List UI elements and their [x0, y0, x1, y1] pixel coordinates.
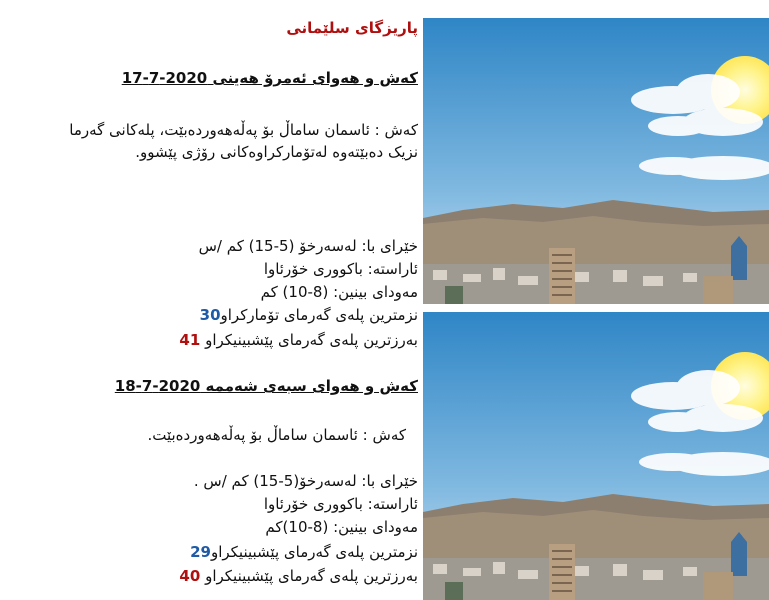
day1-min-label: نزمترین پلەی گەرمای تۆمارکراو: [220, 306, 418, 324]
day1-weather-line1: کەش : ئاسمان ساماڵ بۆ پەڵەهەوردەبێت، پلەکانی گەرما: [69, 121, 418, 139]
day1-wind: خێرای با: لەسەرخۆ (5-15) کم /س: [198, 237, 418, 255]
day2-weather-line1: کەش : ئاسمان ساماڵ بۆ پەڵەهەوردەبێت.: [147, 426, 406, 444]
page-title: پاریزگای سلێمانی: [286, 19, 418, 37]
city-skyline-image: [423, 312, 769, 600]
city-photo-today: [423, 18, 769, 304]
day2-wind: خێرای با: لەسەرخۆ(5-15) کم /س .: [193, 472, 418, 490]
day1-max-value: 41: [179, 331, 201, 349]
city-photo-tomorrow: [423, 312, 769, 600]
day2-visibility: مەودای بینین: (8-10)کم: [265, 518, 418, 536]
day2-min-temp: [0, 542, 418, 562]
day2-heading: کەش و هەوای سبەی شەممە 2020-7-18: [114, 377, 418, 395]
day2-max-temp: [0, 566, 418, 586]
day2-max-label: بەرزترین پلەی گەرمای پێشبینیکراو: [205, 567, 418, 585]
day1-max-temp: [0, 330, 418, 350]
city-skyline-image: [423, 18, 769, 304]
day1-heading: کەش و هەوای ئەمرۆ هەینی 2020-7-17: [121, 69, 418, 87]
day1-max-label: بەرزترین پلەی گەرمای پێشبینیکراو: [205, 331, 418, 349]
day2-min-label: نزمترین پلەی گەرمای پێشبینیکراو: [210, 543, 418, 561]
day1-visibility: مەودای بینین: (8-10) کم: [260, 283, 418, 301]
day2-min-value: 29: [190, 543, 211, 561]
day1-min-temp: [0, 305, 418, 325]
day2-direction: ئاراستە: باکووری خۆرئاوا: [263, 495, 418, 513]
day1-min-value: 30: [199, 306, 221, 324]
day1-weather-line2: نزیک دەبێتەوە لەتۆمارکراوەکانی رۆژی پێشوو.: [135, 143, 418, 161]
day1-direction: ئاراستە: باکووری خۆرئاوا: [263, 260, 418, 278]
day2-max-value: 40: [179, 567, 201, 585]
